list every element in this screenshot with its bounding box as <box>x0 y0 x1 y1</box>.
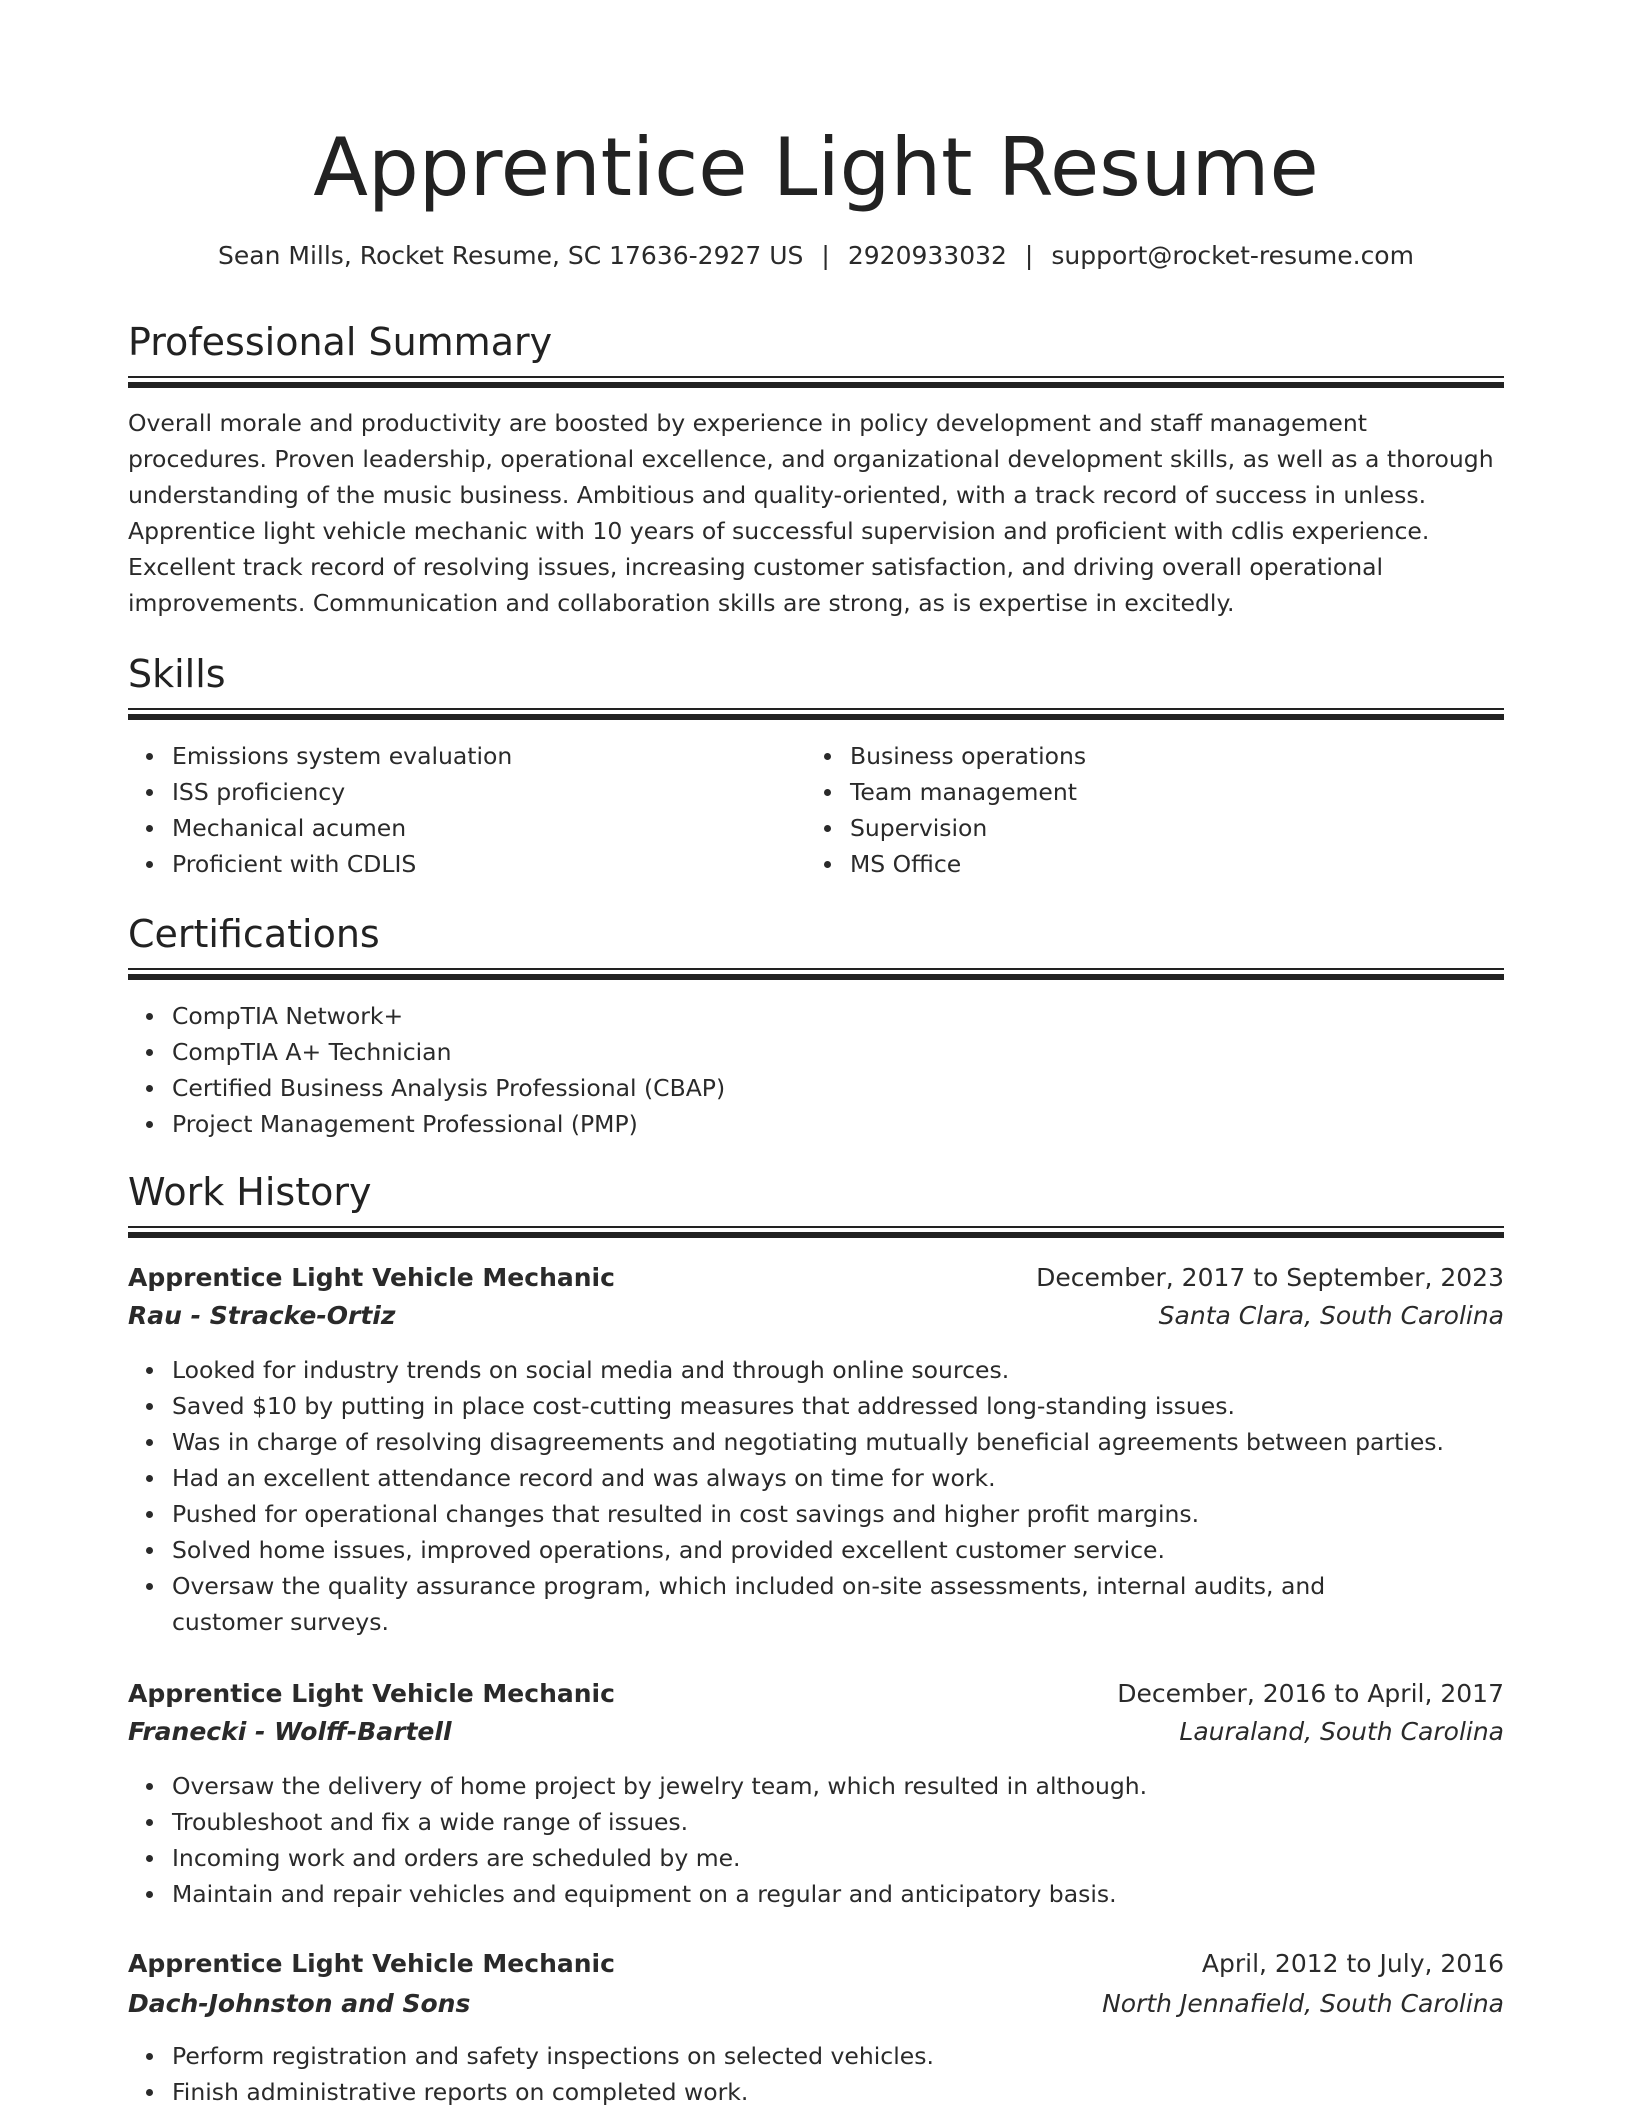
job-duty-item: Looked for industry trends on social media and through online sources. <box>172 1352 1504 1388</box>
job-duty-item: Troubleshoot and fix a wide range of issues. <box>172 1804 1504 1840</box>
skill-item: MS Office <box>850 846 1086 882</box>
skill-item: Emissions system evaluation <box>172 738 512 774</box>
certification-item: Certified Business Analysis Professional (CBAP) <box>172 1070 725 1106</box>
job-location: North Jennafield, South Carolina <box>1102 1989 1504 2018</box>
skill-item: Supervision <box>850 810 1086 846</box>
job-duty-item: Oversaw the delivery of home project by jewelry team, which resulted in although. <box>172 1768 1504 1804</box>
skills-heading: Skills <box>128 652 226 696</box>
certification-item: CompTIA Network+ <box>172 998 725 1034</box>
job-duties-list <box>128 1352 1504 1640</box>
job-company: Rau - Stracke-Ortiz <box>128 1301 396 1330</box>
job-duty-item: Solved home issues, improved operations, and provided excellent customer service. <box>172 1532 1504 1568</box>
section-divider <box>128 1226 1504 1238</box>
contact-separator: | <box>821 241 830 270</box>
job-duty-item: Maintain and repair vehicles and equipment on a regular and anticipatory basis. <box>172 1876 1504 1912</box>
section-divider <box>128 708 1504 720</box>
skill-item: ISS proficiency <box>172 774 512 810</box>
job-duty-item: Oversaw the quality assurance program, which included on-site assessments, internal audits, and customer surveys. <box>172 1568 1504 1640</box>
certification-item: Project Management Professional (PMP) <box>172 1106 725 1142</box>
job-title: Apprentice Light Vehicle Mechanic <box>128 1679 615 1708</box>
job-location: Santa Clara, South Carolina <box>1158 1301 1504 1330</box>
job-duty-item: Pushed for operational changes that resulted in cost savings and higher profit margins. <box>172 1496 1504 1532</box>
job-location: Lauraland, South Carolina <box>1179 1717 1504 1746</box>
job-title: Apprentice Light Vehicle Mechanic <box>128 1949 615 1978</box>
job-duties-list <box>128 2038 1504 2110</box>
contact-separator: | <box>1024 241 1034 270</box>
job-dates: December, 2017 to September, 2023 <box>1036 1263 1504 1292</box>
contact-address: Sean Mills, Rocket Resume, SC 17636-2927 US <box>218 241 804 270</box>
contact-line <box>128 238 1504 274</box>
certification-item: CompTIA A+ Technician <box>172 1034 725 1070</box>
job-title: Apprentice Light Vehicle Mechanic <box>128 1263 615 1292</box>
job-duty-item: Incoming work and orders are scheduled by me. <box>172 1840 1504 1876</box>
certifications-list <box>128 998 725 1142</box>
skill-item: Mechanical acumen <box>172 810 512 846</box>
job-duty-item: Saved $10 by putting in place cost-cutting measures that addressed long-standing issues. <box>172 1388 1504 1424</box>
job-company: Franecki - Wolff-Bartell <box>128 1717 452 1746</box>
job-company: Dach-Johnston and Sons <box>128 1989 471 2018</box>
skills-list-right <box>806 738 1086 882</box>
skills-list-left <box>128 738 512 882</box>
summary-heading: Professional Summary <box>128 320 553 364</box>
contact-email: support@rocket-resume.com <box>1051 241 1414 270</box>
skill-item: Business operations <box>850 738 1086 774</box>
job-duty-item: Had an excellent attendance record and was always on time for work. <box>172 1460 1504 1496</box>
contact-phone: 2920933032 <box>847 241 1007 270</box>
job-duty-item: Perform registration and safety inspections on selected vehicles. <box>172 2038 1504 2074</box>
work-history-heading: Work History <box>128 1170 372 1214</box>
job-duty-item: Was in charge of resolving disagreements and negotiating mutually beneficial agreements between parties. <box>172 1424 1504 1460</box>
section-divider <box>128 376 1504 388</box>
certifications-heading: Certifications <box>128 912 380 956</box>
resume-title: Apprentice Light Resume <box>313 121 1319 214</box>
job-duties-list <box>128 1768 1504 1912</box>
skill-item: Team management <box>850 774 1086 810</box>
skill-item: Proficient with CDLIS <box>172 846 512 882</box>
section-divider <box>128 968 1504 980</box>
job-dates: December, 2016 to April, 2017 <box>1117 1679 1504 1708</box>
summary-text: Overall morale and productivity are boosted by experience in policy development and staff management procedures. Proven leadership, operational excellence, and organizational development skills, as well as a thorough understanding of the music business. Ambitious and quality-oriented, with a track record of success in unless. Apprentice light vehicle mechanic with 10 years of successful supervision and proficient with cdlis experience. Excellent track record of resolving issues, increasing customer satisfaction, and driving overall operational improvements. Communication and collaboration skills are strong, as is expertise in excitedly. <box>128 409 1494 617</box>
job-duty-item: Finish administrative reports on completed work. <box>172 2074 1504 2110</box>
job-dates: April, 2012 to July, 2016 <box>1201 1949 1504 1978</box>
